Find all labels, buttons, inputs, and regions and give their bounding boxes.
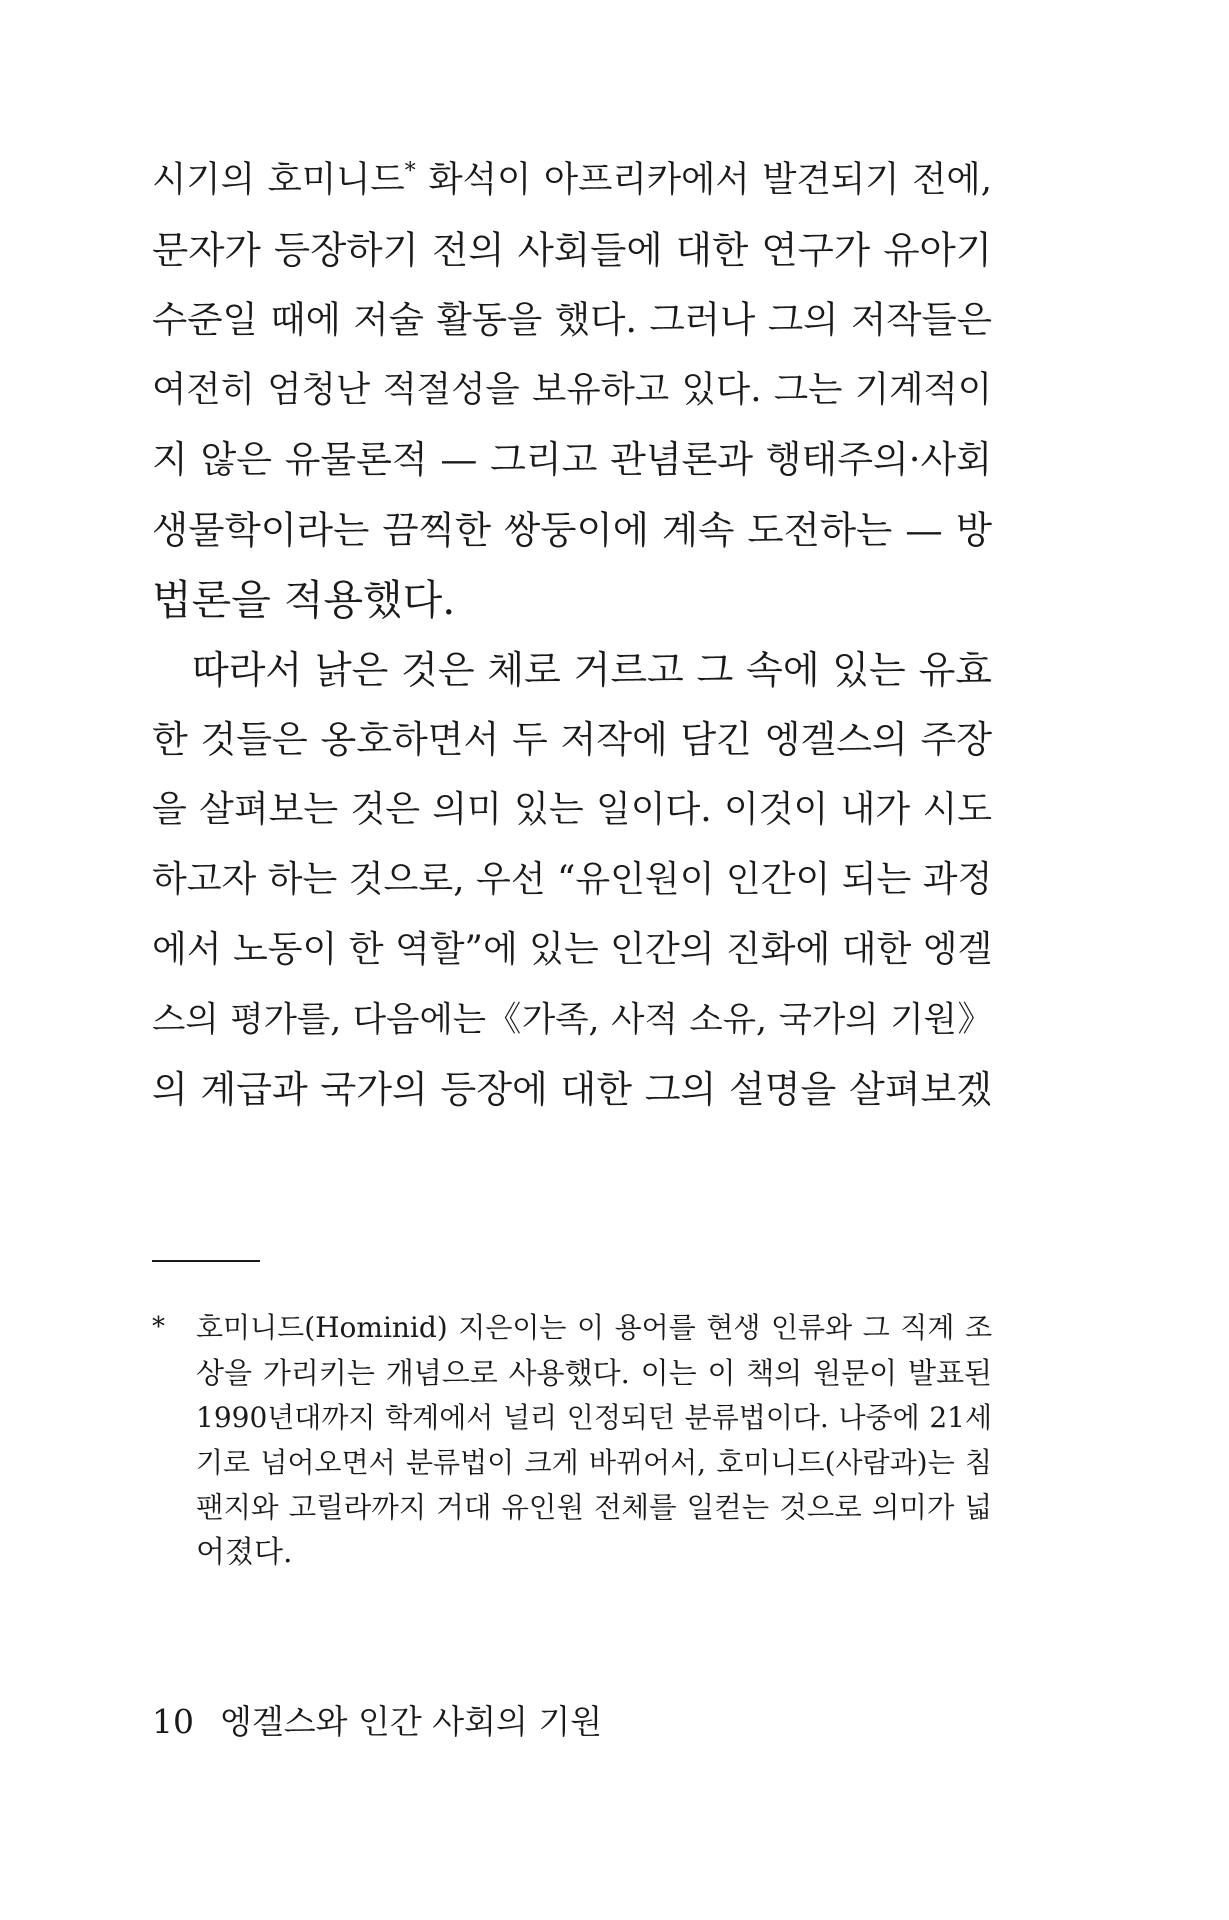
footnote-separator xyxy=(152,1260,260,1262)
footnote-mark: * xyxy=(152,1312,165,1342)
body-line: 하고자 하는 것으로, 우선 “유인원이 인간이 되는 과정 xyxy=(152,859,993,900)
body-line: 문자가 등장하기 전의 사회들에 대한 연구가 유아기 xyxy=(152,228,992,272)
body-line: 을 살펴보는 것은 의미 있는 일이다. 이것이 내가 시도 xyxy=(152,789,992,830)
body-line: 지 않은 유물론적 — 그리고 관념론과 행태주의·사회 xyxy=(152,438,992,481)
body-line: 법론을 적용했다. xyxy=(152,576,456,624)
footnote-reference: * xyxy=(404,159,416,185)
body-line: 따라서 낡은 것은 체로 거르고 그 속에 있는 유효 xyxy=(192,648,992,692)
body-line: 수준일 때에 저술 활동을 했다. 그러나 그의 저작들은 xyxy=(152,298,992,341)
footnote-line: 어졌다. xyxy=(196,1535,293,1570)
body-line xyxy=(152,150,992,210)
body-line: 의 계급과 국가의 등장에 대한 그의 설명을 살펴보겠 xyxy=(152,1068,992,1111)
running-title: 엥겔스와 인간 사회의 기원 xyxy=(220,1702,603,1741)
body-line: 한 것들은 옹호하면서 두 저작에 담긴 엥겔스의 주장 xyxy=(152,718,992,761)
page-footer xyxy=(152,1700,602,1744)
footnote-line: 기로 넘어오면서 분류법이 크게 바뀌어서, 호미니드(사람과)는 침 xyxy=(196,1446,992,1479)
body-text: 화석이 아프리카에서 발견되기 전에, xyxy=(428,159,992,200)
footnote-line: 호미니드(Hominid) 지은이는 이 용어를 현생 인류와 그 직계 조 xyxy=(196,1311,992,1344)
body-text: 시기의 호미니드 xyxy=(152,159,405,200)
body-line: 스의 평가를, 다음에는《가족, 사적 소유, 국가의 기원》 xyxy=(152,1000,992,1040)
body-line: 여전히 엄청난 적절성을 보유하고 있다. 그는 기계적이 xyxy=(152,369,992,410)
body-line: 에서 노동이 한 역할”에 있는 인간의 진화에 대한 엥겔 xyxy=(152,929,993,970)
footnote-line: 상을 가리키는 개념으로 사용했다. 이는 이 책의 원문이 발표된 xyxy=(196,1356,992,1390)
body-line: 생물학이라는 끔찍한 쌍둥이에 계속 도전하는 — 방 xyxy=(152,508,992,552)
footnote-line: 1990년대까지 학계에서 널리 인정되던 분류법이다. 나중에 21세 xyxy=(196,1401,992,1434)
footnote-line: 팬지와 고릴라까지 거대 유인원 전체를 일컫는 것으로 의미가 넓 xyxy=(196,1491,992,1524)
page-number: 10 xyxy=(152,1702,194,1741)
